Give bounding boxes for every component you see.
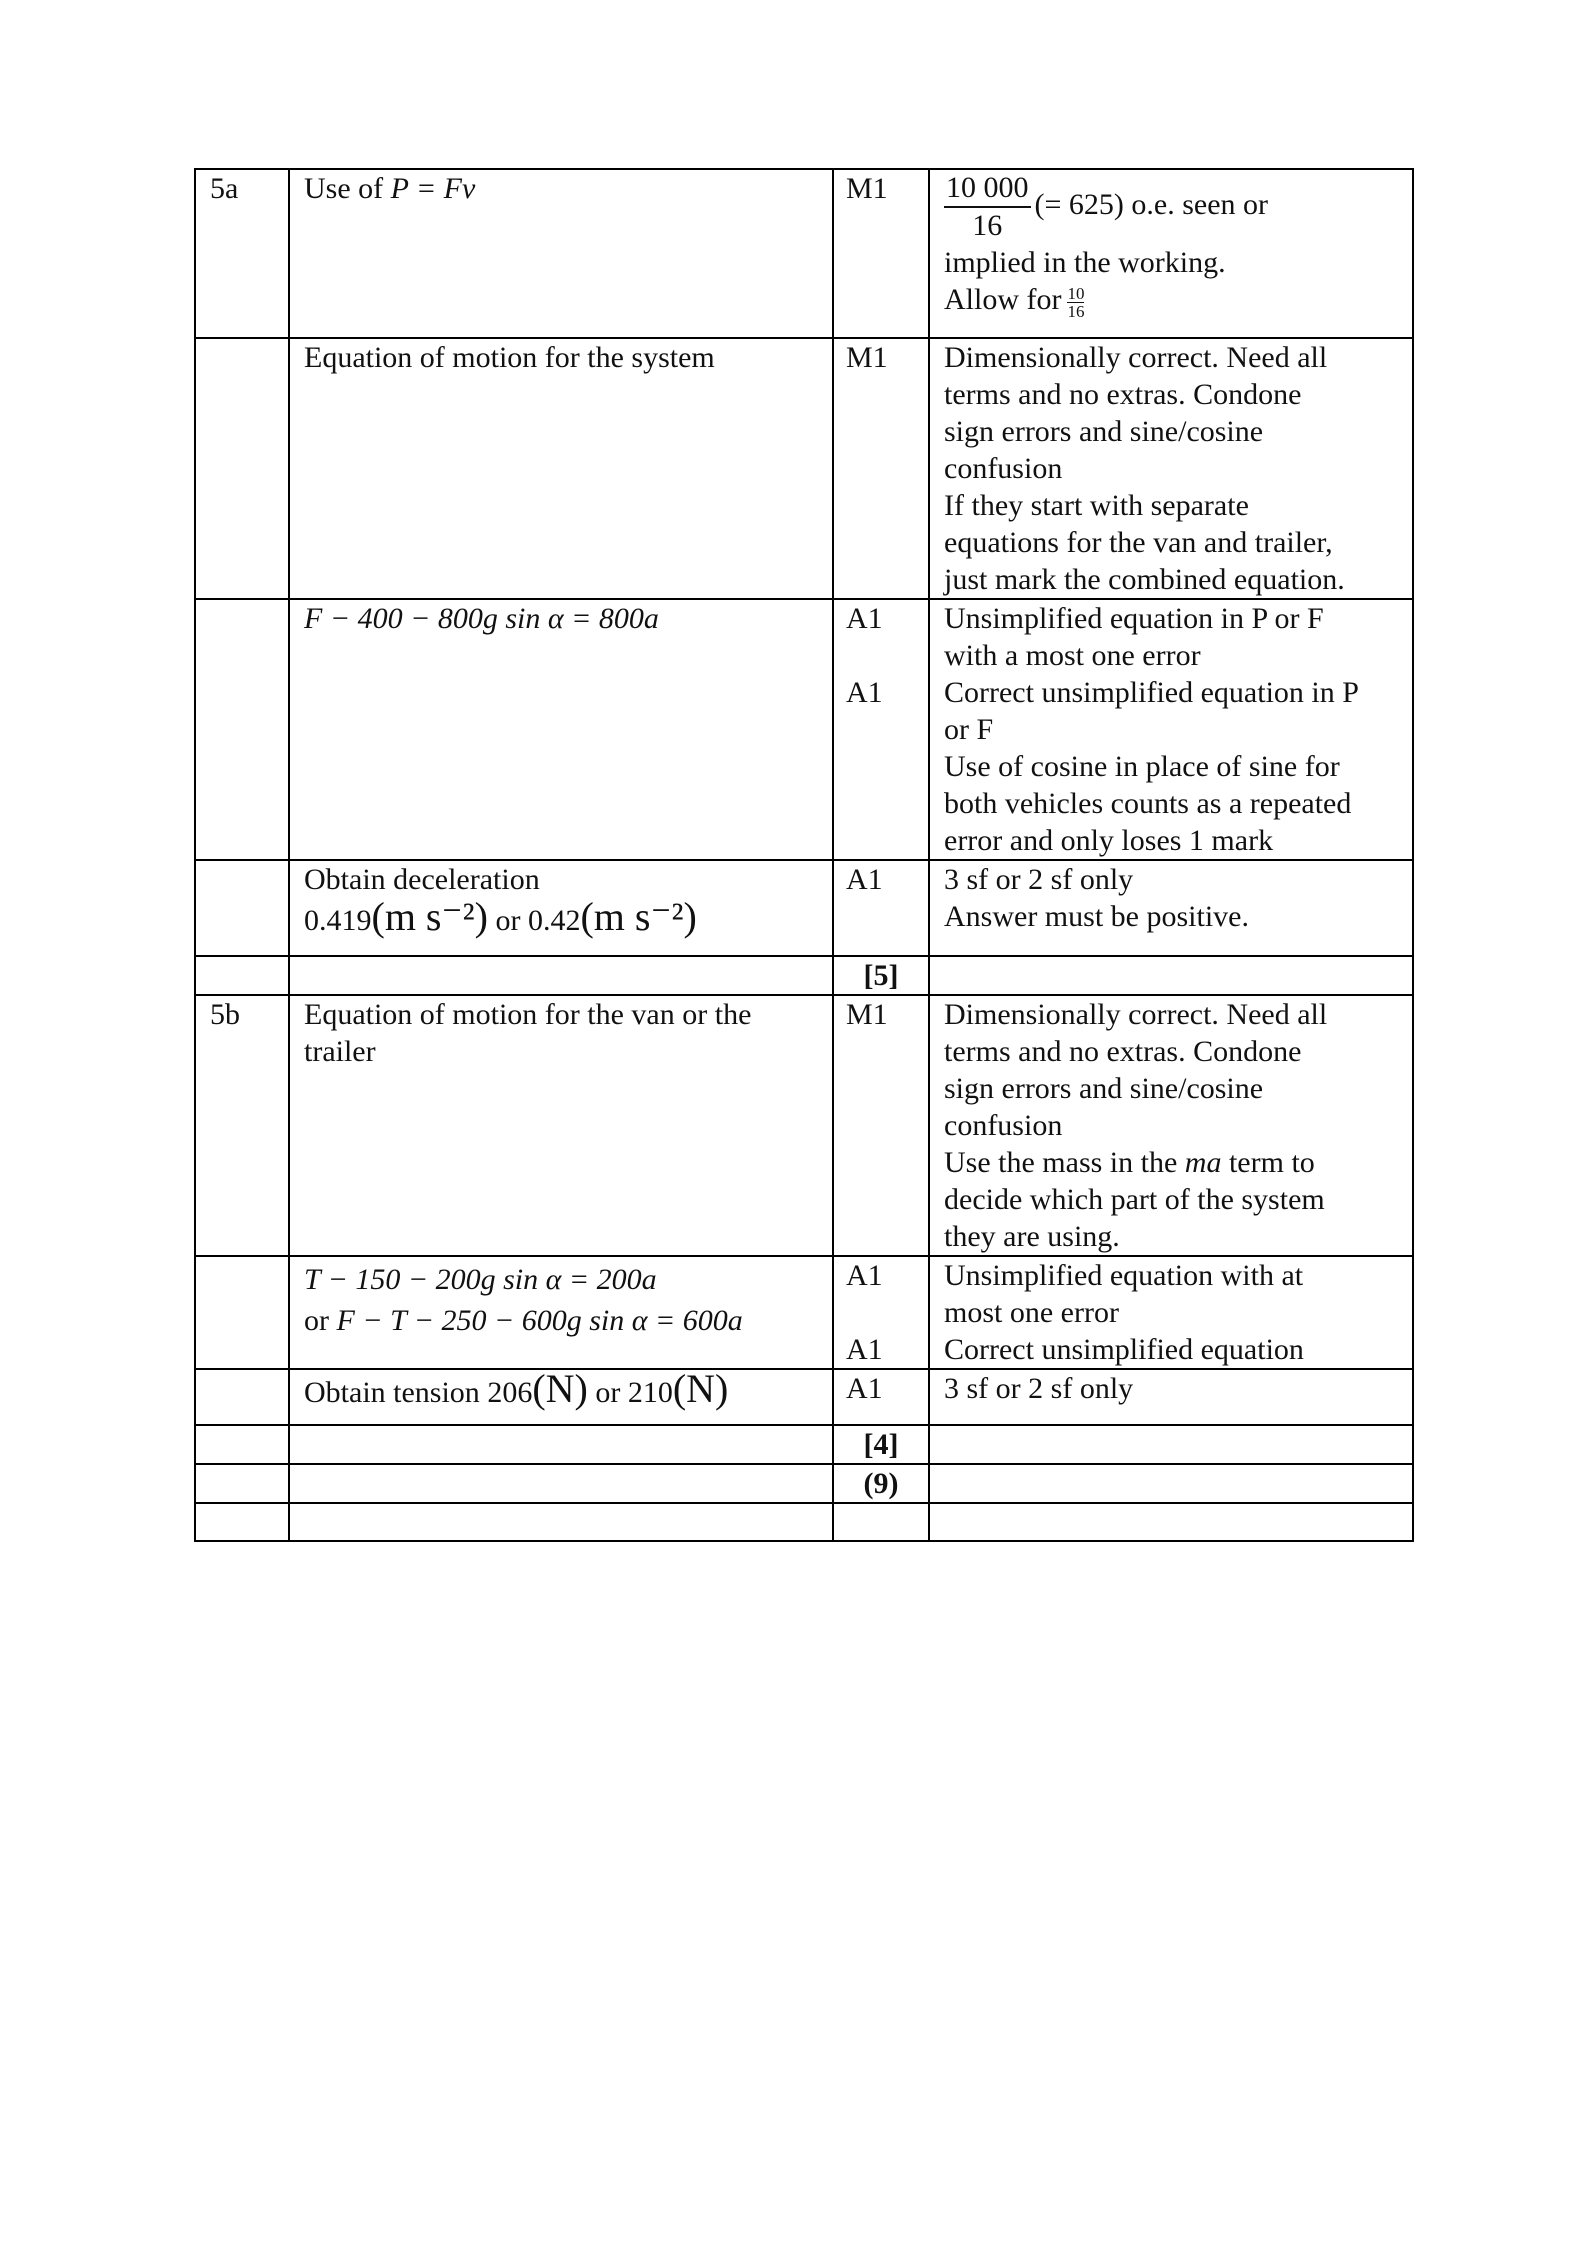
- question-cell: [195, 1256, 289, 1369]
- working-cell: [289, 169, 833, 338]
- guidance-text: decide which part of the system: [944, 1183, 1325, 1216]
- guidance-cell: [929, 169, 1413, 338]
- working-text: Equation of motion for the van or the: [304, 998, 752, 1031]
- guidance-text: If they start with separate: [944, 489, 1249, 522]
- guidance-text: Correct unsimplified equation: [944, 1333, 1304, 1366]
- equation-text: T − 150 − 200g sin α = 200a: [304, 1263, 657, 1296]
- working-cell: [289, 1425, 833, 1464]
- guidance-cell: 3 sf or 2 sf only: [929, 1369, 1413, 1425]
- working-cell: [289, 1503, 833, 1541]
- or-text: or: [587, 1376, 628, 1409]
- guidance-text: implied in the working.: [944, 246, 1226, 279]
- question-cell: [195, 1369, 289, 1425]
- guidance-text: Use the mass in the: [944, 1146, 1185, 1179]
- question-cell: 5b: [195, 995, 289, 1256]
- table-row: [195, 1256, 1413, 1369]
- guidance-text: or F: [944, 713, 994, 746]
- answer-value: 206: [487, 1376, 533, 1409]
- guidance-text: both vehicles counts as a repeated: [944, 787, 1352, 820]
- guidance-cell: [929, 956, 1413, 995]
- table-row: [195, 599, 1413, 860]
- question-cell: 5a: [195, 169, 289, 338]
- question-cell: [195, 338, 289, 599]
- guidance-cell: [929, 860, 1413, 956]
- fraction-value: (= 625): [1034, 187, 1124, 221]
- guidance-cell: [929, 1503, 1413, 1541]
- answer-unit: (N): [532, 1369, 588, 1411]
- answer-unit: (m s⁻²): [580, 894, 697, 939]
- mark-cell: M1: [833, 995, 929, 1256]
- table-row: [195, 1503, 1413, 1541]
- equation-text: F − T − 250 − 600g sin α = 600a: [336, 1304, 743, 1337]
- guidance-text: terms and no extras. Condone: [944, 378, 1302, 411]
- mark-value: A1: [846, 602, 883, 635]
- question-cell: [195, 860, 289, 956]
- small-fraction: $\frac{10}{16}$: [1067, 283, 1085, 321]
- question-cell: [195, 956, 289, 995]
- guidance-text: they are using.: [944, 1220, 1120, 1253]
- mark-cell: [833, 599, 929, 860]
- mark-cell: M1: [833, 169, 929, 338]
- guidance-text: terms and no extras. Condone: [944, 1035, 1302, 1068]
- guidance-text: Dimensionally correct. Need all: [944, 998, 1328, 1031]
- working-text: Use of: [304, 172, 391, 205]
- table-row: [195, 1369, 1413, 1425]
- guidance-text: sign errors and sine/cosine: [944, 1072, 1264, 1105]
- guidance-text: term to: [1221, 1146, 1315, 1179]
- answer-unit: (m s⁻²): [371, 894, 488, 939]
- guidance-text: o.e. seen or: [1123, 187, 1269, 221]
- working-cell: [289, 599, 833, 860]
- question-total: (9): [833, 1464, 929, 1503]
- equation-text: F − 400 − 800g sin α = 800a: [304, 602, 659, 635]
- guidance-text: just mark the combined equation.: [944, 563, 1345, 596]
- part-total: [4]: [833, 1425, 929, 1464]
- working-text: trailer: [304, 1035, 376, 1068]
- fraction: $\frac{10 000}{16}$: [946, 171, 1029, 242]
- working-text: Obtain deceleration: [304, 863, 540, 896]
- or-text: or: [487, 904, 528, 937]
- guidance-cell: [929, 995, 1413, 1256]
- or-text: or: [304, 1304, 337, 1337]
- guidance-cell: [929, 1256, 1413, 1369]
- mark-cell: M1: [833, 338, 929, 599]
- answer-value: 0.42: [527, 904, 581, 937]
- mark-scheme-table: [194, 168, 1414, 1542]
- working-cell: [289, 956, 833, 995]
- working-cell: [289, 995, 833, 1256]
- guidance-text: with a most one error: [944, 639, 1201, 672]
- guidance-text: Use of cosine in place of sine for: [944, 750, 1340, 783]
- question-cell: [195, 599, 289, 860]
- equation-text: P = Fv: [390, 172, 476, 205]
- guidance-text: sign errors and sine/cosine: [944, 415, 1264, 448]
- guidance-text: Correct unsimplified equation in P: [944, 676, 1359, 709]
- guidance-emphasis: ma: [1184, 1146, 1222, 1179]
- mark-cell: [833, 1503, 929, 1541]
- guidance-cell: [929, 599, 1413, 860]
- working-cell: [289, 860, 833, 956]
- table-row: [195, 1464, 1413, 1503]
- answer-value: 0.419: [304, 904, 372, 937]
- question-cell: [195, 1425, 289, 1464]
- table-row: [195, 860, 1413, 956]
- question-cell: [195, 1464, 289, 1503]
- working-text: Obtain tension: [304, 1376, 488, 1409]
- guidance-text: Dimensionally correct. Need all: [944, 341, 1328, 374]
- guidance-cell: [929, 1425, 1413, 1464]
- guidance-text: confusion: [944, 1109, 1063, 1142]
- guidance-text: equations for the van and trailer,: [944, 526, 1333, 559]
- answer-unit: (N): [672, 1369, 729, 1411]
- mark-cell: A1: [833, 860, 929, 956]
- guidance-cell: [929, 338, 1413, 599]
- guidance-text: most one error: [944, 1296, 1119, 1329]
- table-row: [195, 169, 1413, 338]
- guidance-text: Answer must be positive.: [944, 900, 1249, 933]
- working-cell: [289, 1256, 833, 1369]
- guidance-text: error and only loses 1 mark: [944, 824, 1274, 857]
- question-cell: [195, 1503, 289, 1541]
- working-cell: [289, 1464, 833, 1503]
- table-row: [195, 956, 1413, 995]
- answer-value: 210: [627, 1376, 673, 1409]
- mark-cell: A1: [833, 1369, 929, 1425]
- guidance-text: 3 sf or 2 sf only: [944, 863, 1134, 896]
- guidance-text: Unsimplified equation with at: [944, 1259, 1304, 1292]
- guidance-text: Unsimplified equation in P or F: [944, 602, 1324, 635]
- working-cell: Equation of motion for the system: [289, 338, 833, 599]
- working-cell: [289, 1369, 833, 1425]
- mark-value: A1: [846, 1259, 883, 1292]
- mark-value: A1: [846, 676, 883, 709]
- table-row: [195, 338, 1413, 599]
- guidance-text: Allow for: [944, 283, 1062, 316]
- guidance-cell: [929, 1464, 1413, 1503]
- mark-cell: [833, 1256, 929, 1369]
- part-total: [5]: [833, 956, 929, 995]
- mark-value: A1: [846, 1333, 883, 1366]
- table-row: [195, 1425, 1413, 1464]
- table-row: [195, 995, 1413, 1256]
- guidance-text: confusion: [944, 452, 1063, 485]
